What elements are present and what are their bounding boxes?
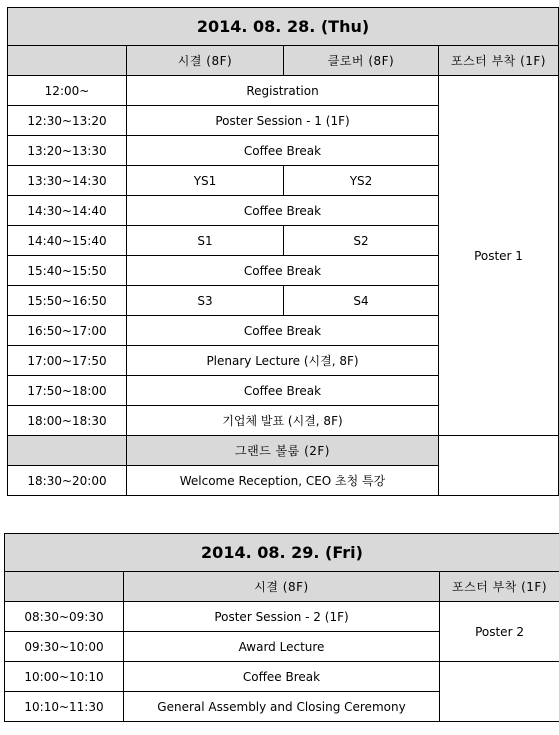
room-b-header: 클로버 (8F) <box>284 46 439 76</box>
session-cell: Coffee Break <box>127 256 439 286</box>
time-cell: 15:50~16:50 <box>8 286 127 316</box>
schedule-table-day2 <box>4 533 559 722</box>
session-cell-room-a: S1 <box>127 226 284 256</box>
session-cell-room-a: S3 <box>127 286 284 316</box>
poster-cell: Poster 2 <box>440 602 559 662</box>
grand-ballroom-header: 그랜드 볼룸 (2F) <box>127 436 439 466</box>
session-cell: Poster Session - 2 (1F) <box>124 602 440 632</box>
time-column-header <box>5 572 124 602</box>
time-cell: 18:30~20:00 <box>8 466 127 496</box>
session-cell: Coffee Break <box>127 316 439 346</box>
session-cell-room-a: YS1 <box>127 166 284 196</box>
time-cell: 14:40~15:40 <box>8 226 127 256</box>
session-cell: Registration <box>127 76 439 106</box>
session-cell: Plenary Lecture (시결, 8F) <box>127 346 439 376</box>
time-column-header <box>8 46 127 76</box>
session-cell: 기업체 발표 (시결, 8F) <box>127 406 439 436</box>
session-cell-room-b: YS2 <box>284 166 439 196</box>
session-cell-room-b: S4 <box>284 286 439 316</box>
time-cell: 12:30~13:20 <box>8 106 127 136</box>
poster-header: 포스터 부착 (1F) <box>440 572 559 602</box>
time-cell: 18:00~18:30 <box>8 406 127 436</box>
time-cell: 17:00~17:50 <box>8 346 127 376</box>
session-cell: Coffee Break <box>127 376 439 406</box>
time-cell: 10:10~11:30 <box>5 692 124 722</box>
time-cell: 16:50~17:00 <box>8 316 127 346</box>
time-cell: 12:00~ <box>8 76 127 106</box>
time-cell: 10:00~10:10 <box>5 662 124 692</box>
session-cell: Welcome Reception, CEO 초청 특강 <box>127 466 439 496</box>
session-cell: Poster Session - 1 (1F) <box>127 106 439 136</box>
grand-ballroom-time-blank <box>8 436 127 466</box>
room-a-header: 시결 (8F) <box>127 46 284 76</box>
room-a-header: 시결 (8F) <box>124 572 440 602</box>
time-cell: 09:30~10:00 <box>5 632 124 662</box>
poster-blank-cell <box>440 662 559 722</box>
session-cell: General Assembly and Closing Ceremony <box>124 692 440 722</box>
time-cell: 14:30~14:40 <box>8 196 127 226</box>
poster-cell: Poster 1 <box>439 76 559 436</box>
time-cell: 15:40~15:50 <box>8 256 127 286</box>
time-cell: 13:30~14:30 <box>8 166 127 196</box>
session-cell-room-b: S2 <box>284 226 439 256</box>
poster-blank-cell <box>439 436 559 496</box>
day1-title: 2014. 08. 28. (Thu) <box>8 8 559 46</box>
session-cell: Coffee Break <box>127 136 439 166</box>
time-cell: 17:50~18:00 <box>8 376 127 406</box>
time-cell: 13:20~13:30 <box>8 136 127 166</box>
schedule-table-day1 <box>7 7 559 496</box>
day2-title: 2014. 08. 29. (Fri) <box>5 534 559 572</box>
session-cell: Coffee Break <box>127 196 439 226</box>
session-cell: Award Lecture <box>124 632 440 662</box>
poster-header: 포스터 부착 (1F) <box>439 46 559 76</box>
session-cell: Coffee Break <box>124 662 440 692</box>
time-cell: 08:30~09:30 <box>5 602 124 632</box>
